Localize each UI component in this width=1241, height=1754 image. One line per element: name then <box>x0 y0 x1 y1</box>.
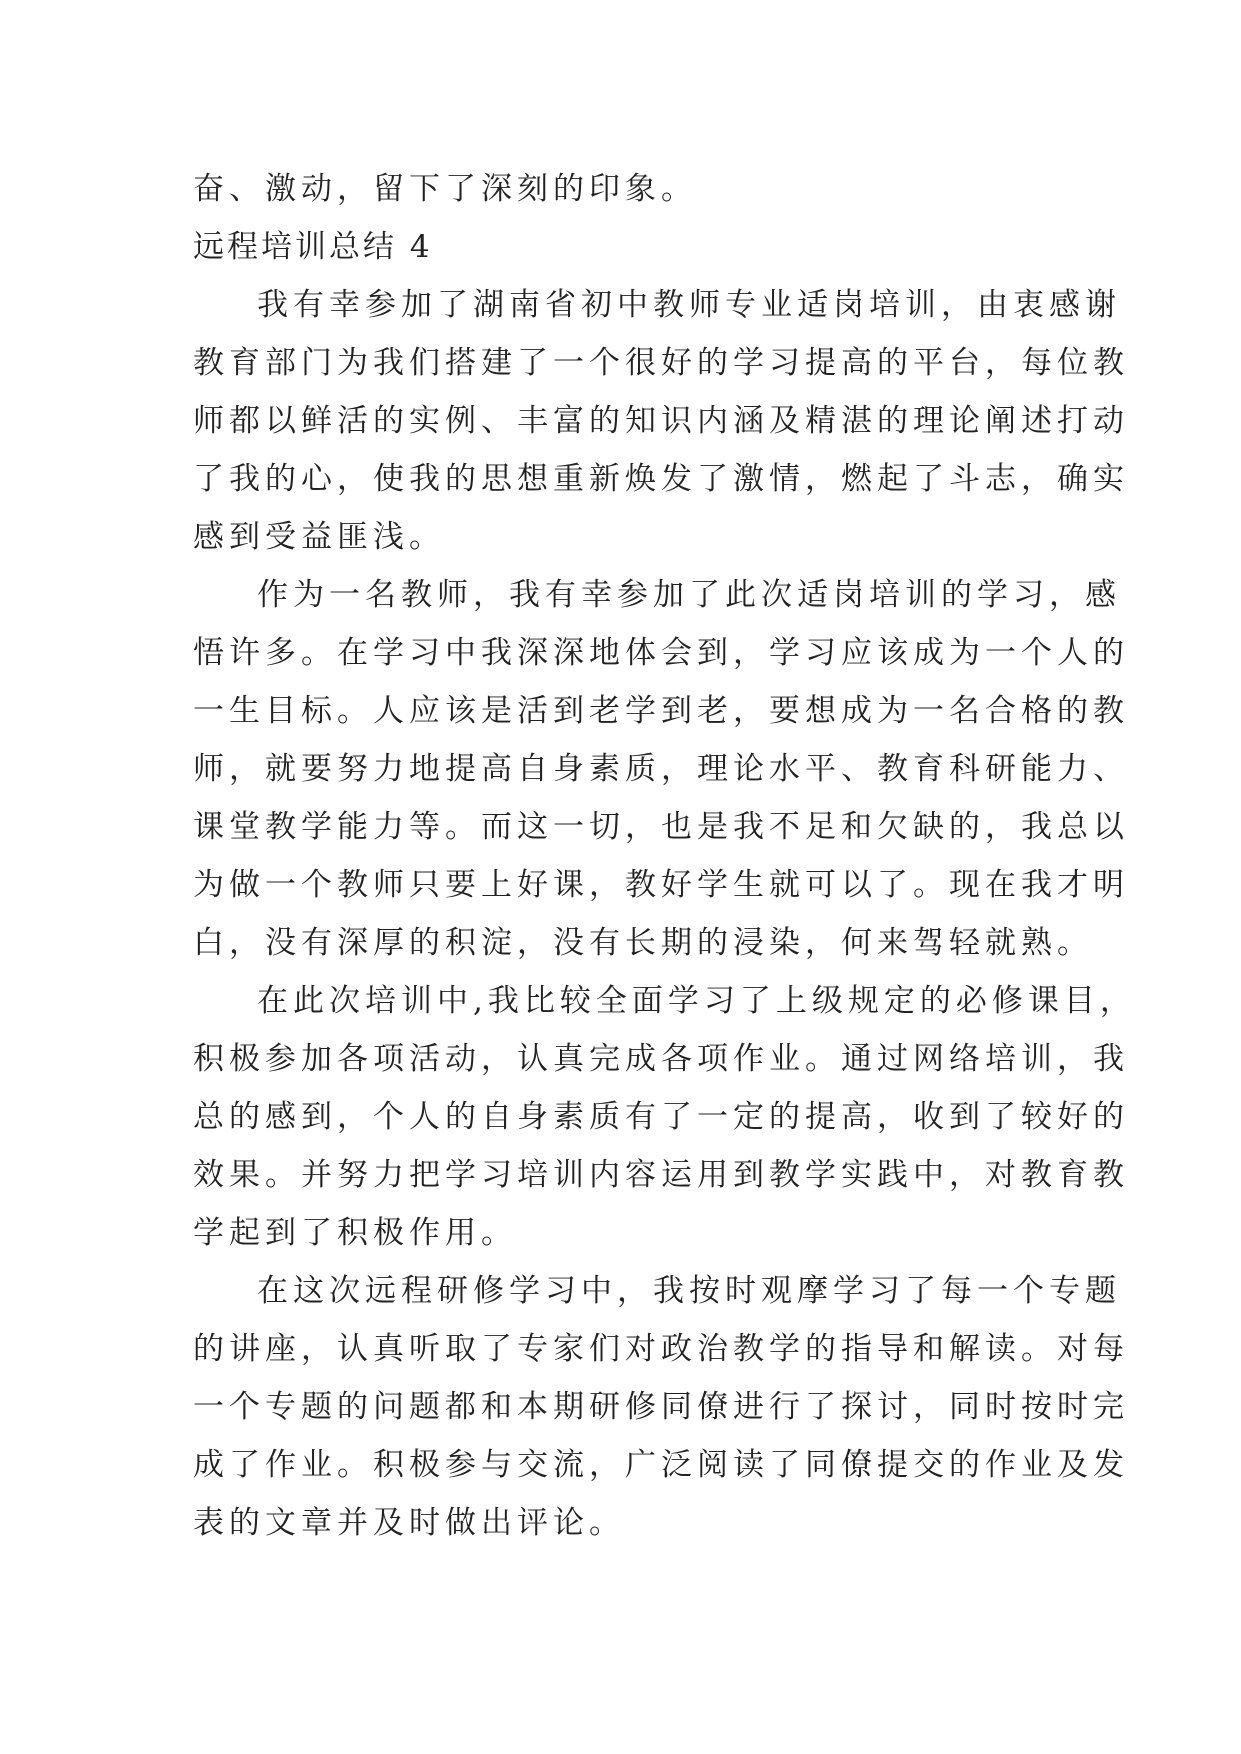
paragraph-line: 表的文章并及时做出评论。 <box>193 1505 625 1541</box>
paragraph-line: 一生目标。人应该是活到老学到老，要想成为一名合格的教 <box>193 693 1129 729</box>
paragraph-line: 总的感到，个人的自身素质有了一定的提高，收到了较好的 <box>193 1099 1129 1135</box>
paragraph-line: 感到受益匪浅。 <box>193 519 445 555</box>
paragraph-line: 积极参加各项活动，认真完成各项作业。通过网络培训，我 <box>193 1041 1129 1077</box>
paragraph-line: 了我的心，使我的思想重新焕发了激情，燃起了斗志，确实 <box>193 461 1129 497</box>
paragraph-line: 作为一名教师，我有幸参加了此次适岗培训的学习，感 <box>257 577 1121 613</box>
section-title: 远程培训总结 4 <box>193 229 433 265</box>
document-body <box>193 160 1136 1552</box>
paragraph-line: 成了作业。积极参与交流，广泛阅读了同僚提交的作业及发 <box>193 1447 1129 1483</box>
paragraph-line: 学起到了积极作用。 <box>193 1215 517 1251</box>
paragraph-line: 在这次远程研修学习中，我按时观摩学习了每一个专题 <box>257 1273 1121 1309</box>
paragraph-line: 白，没有深厚的积淀，没有长期的浸染，何来驾轻就熟。 <box>193 925 1093 961</box>
paragraph-2 <box>193 566 1129 972</box>
paragraph-line: 一个专题的问题都和本期研修同僚进行了探讨，同时按时完 <box>193 1389 1129 1425</box>
paragraph-line: 课堂教学能力等。而这一切，也是我不足和欠缺的，我总以 <box>193 809 1129 845</box>
paragraph-line: 的讲座，认真听取了专家们对政治教学的指导和解读。对每 <box>193 1331 1129 1367</box>
paragraph-line: 悟许多。在学习中我深深地体会到，学习应该成为一个人的 <box>193 635 1129 671</box>
paragraph-4 <box>193 1262 1129 1552</box>
paragraph-line: 我有幸参加了湖南省初中教师专业适岗培训，由衷感谢 <box>257 287 1121 323</box>
paragraph-3 <box>193 972 1136 1262</box>
paragraph-1 <box>193 276 1129 566</box>
paragraph-line: 师都以鲜活的实例、丰富的知识内涵及精湛的理论阐述打动 <box>193 403 1129 439</box>
paragraph-line: 师，就要努力地提高自身素质，理论水平、教育科研能力、 <box>193 751 1129 787</box>
paragraph-line: 效果。并努力把学习培训内容运用到教学实践中，对教育教 <box>193 1157 1129 1193</box>
paragraph-line: 为做一个教师只要上好课，教好学生就可以了。现在我才明 <box>193 867 1129 903</box>
paragraph-line: 教育部门为我们搭建了一个很好的学习提高的平台，每位教 <box>193 345 1129 381</box>
paragraph-line: 在此次培训中,我比较全面学习了上级规定的必修课目， <box>257 983 1136 1019</box>
continuation-line: 奋、激动，留下了深刻的印象。 <box>193 171 697 207</box>
